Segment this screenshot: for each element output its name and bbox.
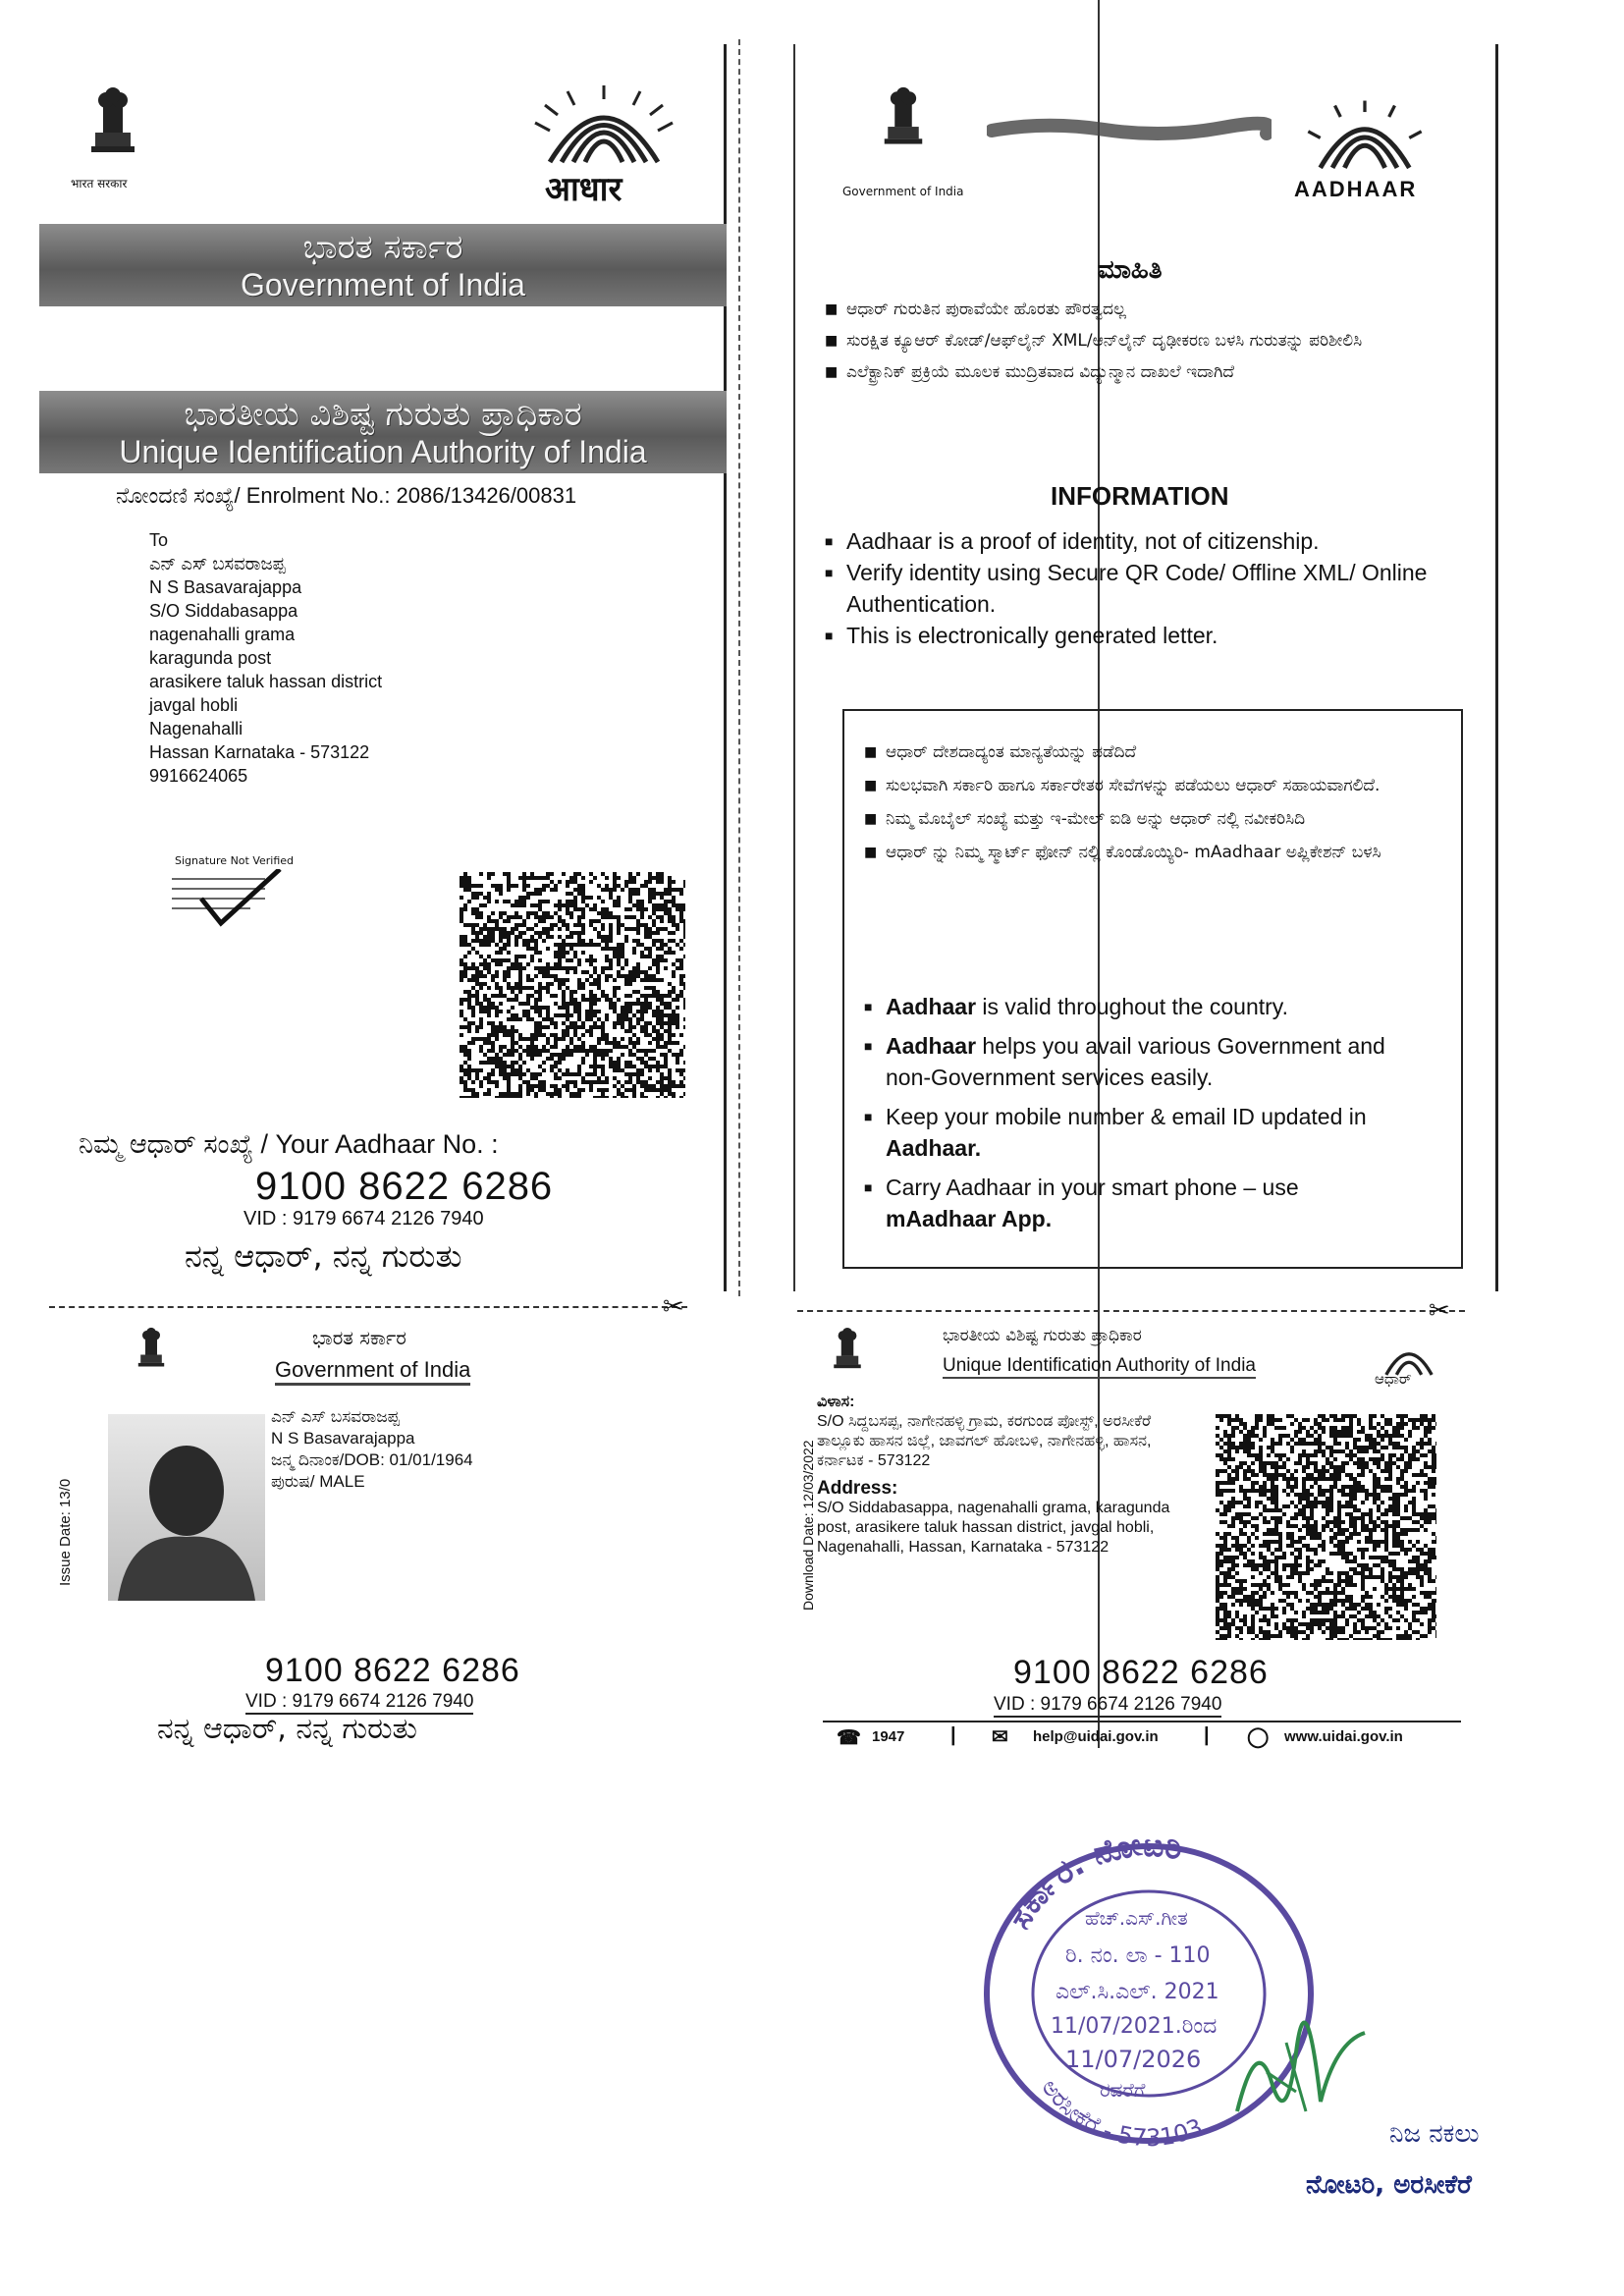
card-logo-text: ಆಧಾರ್ [1375, 1370, 1412, 1388]
info-item: ■ ಸುರಕ್ಷಿತ ಕ್ಯೂಆರ್ ಕೋಡ್/ಆಫ್‌ಲೈನ್ XML/ಆನ್‌ಲೈನ್ ದೃಢೀಕರಣ ಬಳಸಿ ಗುರುತನ್ನು ಪರಿಶೀಲಿಸಿ [825, 328, 1375, 354]
benefit-bold: Aadhaar. [886, 1135, 982, 1161]
address-english: S/O Siddabasappa, nagenahalli grama, karagunda post, arasikere taluk hassan district, javgal hobli, Nagenahalli, Hassan, Karnataka - 573122 [817, 1500, 1170, 1556]
photo [108, 1414, 265, 1601]
slogan: ನನ್ನ ಆಧಾರ್, ನನ್ನ ಗುರುತು [185, 1237, 462, 1275]
address-line: To [149, 530, 169, 550]
info-title-kannada: ಮಾಹಿತಿ [1098, 255, 1163, 285]
notary-signature [1227, 2013, 1375, 2131]
vid-number: VID : 9179 6674 2126 7940 [244, 1208, 484, 1230]
aadhaar-number: 9100 8622 6286 [255, 1165, 554, 1208]
download-date: Download Date: 12/03/2022 [800, 1440, 816, 1611]
address-line: karagunda post [149, 648, 272, 668]
signature-label: Signature Not Verified [175, 854, 295, 867]
stamp-line: ಎಲ್.ಸಿ.ಎಲ್. 2021 [1056, 1980, 1219, 2004]
national-emblem-icon [74, 79, 152, 172]
info-list-english [825, 525, 1483, 651]
aadhaar-fingerprint-icon [1296, 98, 1434, 177]
benefits-list-english [864, 991, 1414, 1234]
cut-line-right [797, 1310, 1465, 1312]
card-footer [823, 1721, 1461, 1752]
card-vid: VID : 9179 6674 2126 7940 [994, 1694, 1221, 1718]
address-line: ಎನ್ ಎಸ್ ಬಸವರಾಜಪ್ಪ [149, 554, 286, 574]
benefit-item: ■ ನಿಮ್ಮ ಮೊಬೈಲ್ ಸಂಖ್ಯೆ ಮತ್ತು ಇ-ಮೇಲ್ ಐಡಿ ಅನ್ನು ಆಧಾರ್ ನಲ್ಲಿ ನವೀಕರಿಸಿದಿ [864, 807, 1414, 831]
holder-name-kannada: ಎನ್ ಎಸ್ ಬಸವರಾಜಪ್ಪ [271, 1407, 400, 1426]
phone-icon: ☎ [837, 1727, 861, 1749]
aadhaar-fingerprint-icon [520, 83, 687, 177]
benefit-item: ■ ಸುಲಭವಾಗಿ ಸರ್ಕಾರಿ ಹಾಗೂ ಸರ್ಕಾರೇತರ ಸೇವೆಗಳನ್ನು ಪಡೆಯಲು ಆಧಾರ್ ಸಹಾಯವಾಗಲಿದೆ. [864, 774, 1414, 797]
card-vid: VID : 9179 6674 2126 7940 [245, 1691, 473, 1715]
benefit-item [864, 991, 1414, 1022]
national-emblem-icon [869, 79, 938, 162]
card-aadhaar-number: 9100 8622 6286 [1013, 1654, 1269, 1691]
info-item: ■ ಎಲೆಕ್ಟ್ರಾನಿಕ್ ಪ್ರಕ್ರಿಯೆ ಮೂಲಕ ಮುದ್ರಿತವಾದ ವಿದ್ಯುನ್ಮಾನ ದಾಖಲೆ ಇದಾಗಿದೆ [825, 359, 1375, 385]
benefit-bold: Aadhaar [886, 1033, 977, 1059]
stamp-line: ಹೆಚ್.ಎಸ್.ಗೀತ [1085, 1906, 1188, 1930]
holder-name: N S Basavarajappa [271, 1429, 415, 1448]
redaction-scribble [987, 116, 1272, 149]
benefit-text: Keep your mobile number & email ID updated in [886, 1104, 1367, 1129]
address-line: Hassan Karnataka - 573122 [149, 742, 370, 762]
stamp-line: ರಿ. ನಂ. ಲಾ - 110 [1065, 1943, 1211, 1968]
emblem-caption: भारत सरकार [71, 177, 128, 191]
government-banner [39, 224, 727, 306]
info-item: ■ Verify identity using Secure QR Code/ Offline XML/ Online Authentication. [825, 557, 1483, 620]
scissors-icon: ✂ [663, 1292, 684, 1322]
cut-line-left [49, 1306, 687, 1308]
benefit-item [864, 1172, 1414, 1234]
card-gov-english: Government of India [275, 1357, 470, 1386]
address-kannada: S/O ಸಿದ್ದಬಸಪ್ಪ, ನಾಗೇನಹಳ್ಳಿ ಗ್ರಾಮ, ಕರಗುಂಡ ಪೋಸ್ಟ್, ಅರಸೀಕೆರೆ ತಾಲ್ಲೂಕು ಹಾಸನ ಜಿಲ್ಲೆ, ಜಾವಗಲ್ ಹೋಬಳಿ, ನಾಗೇನಹಳ್ಳಿ, ಹಾಸನ, ಕರ್ನಾಟಕ - 573122 [817, 1413, 1152, 1469]
stamp-line: ರವರೆಗೆ [1100, 2078, 1146, 2102]
emblem-caption: Government of India [842, 185, 964, 198]
uidai-banner-kannada: ಭಾರತೀಯ ವಿಶಿಷ್ಟ ಗುರುತು ಪ್ರಾಧಿಕಾರ [184, 395, 582, 434]
attestation-line-1: ನಿಜ ನಕಲು [1389, 2119, 1480, 2149]
address-label-kannada: ವಿಳಾಸ: [817, 1394, 855, 1410]
qr-pattern [460, 872, 685, 1098]
benefit-bold: Aadhaar [886, 994, 977, 1019]
benefit-item [864, 1030, 1414, 1093]
benefit-item [864, 1101, 1414, 1164]
card-aadhaar-number: 9100 8622 6286 [265, 1652, 520, 1689]
address-line: javgal hobli [149, 695, 239, 715]
info-list-kannada [825, 297, 1375, 385]
info-item: ■ ಆಧಾರ್ ಗುರುತಿನ ಪುರಾವೆಯೇ ಹೊರತು ಪೌರತ್ವದಲ್ಲ [825, 297, 1375, 322]
website: www.uidai.gov.in [1284, 1728, 1403, 1745]
info-item: ■ Aadhaar is a proof of identity, not of citizenship. [825, 525, 1483, 557]
holder-gender: ಪುರುಷ/ MALE [271, 1472, 365, 1491]
uidai-banner [39, 391, 727, 473]
issue-date: Issue Date: 13/0 [57, 1478, 74, 1586]
benefit-text: is valid throughout the country. [976, 994, 1288, 1019]
national-emblem-icon [128, 1321, 175, 1380]
info-title-english: INFORMATION [1051, 481, 1229, 511]
phone-number: 1947 [872, 1728, 905, 1745]
card-address [817, 1393, 1200, 1558]
scissors-icon: ✂ [1429, 1296, 1450, 1326]
qr-code-card [1216, 1414, 1436, 1640]
stamp-ring-top: ಸರ್ಕಾರ. ನೋಟರಿ [1001, 1831, 1185, 1936]
footer-divider: | [1204, 1724, 1210, 1746]
attestation-line-2: ನೋಟರಿ, ಅರಸೀಕೆರೆ [1306, 2170, 1472, 2200]
national-emblem-icon [823, 1321, 872, 1382]
recipient-address [149, 528, 562, 788]
address-line: S/O Siddabasappa [149, 601, 298, 621]
stamp-line: 11/07/2026 [1065, 2046, 1202, 2073]
card-slogan: ನನ್ನ ಆಧಾರ್, ನನ್ನ ಗುರುತು [157, 1712, 417, 1746]
stamp-line: 11/07/2021.ರಿಂದ [1051, 2014, 1218, 2039]
government-banner-english: Government of India [241, 267, 525, 302]
address-line: arasikere taluk hassan district [149, 672, 383, 691]
card-uidai-english: Unique Identification Authority of India [943, 1355, 1256, 1379]
government-banner-kannada: ಭಾರತ ಸರ್ಕಾರ [302, 228, 463, 267]
qr-code-large [460, 872, 685, 1098]
card-uidai-kannada: ಭಾರತೀಯ ವಿಶಿಷ್ಟ ಗುರುತು ಪ್ರಾಧಿಕಾರ [943, 1326, 1142, 1345]
email-address: help@uidai.gov.in [1033, 1728, 1159, 1745]
benefit-text: Carry Aadhaar in your smart phone – use [886, 1175, 1299, 1200]
aadhaar-logo-text: आधार [545, 170, 623, 209]
address-line: 9916624065 [149, 766, 248, 786]
uidai-banner-english: Unique Identification Authority of India [119, 434, 647, 469]
fold-line-left [738, 39, 741, 1296]
stamp-ring-bottom: ಅರಸೀಕೆರೆ - 573103 [1036, 2073, 1208, 2153]
benefit-item: ■ ಆಧಾರ್ ದೇಶದಾದ್ಯಂತ ಮಾನ್ಯತೆಯನ್ನು ಪಡೆದಿದೆ [864, 740, 1414, 764]
address-line: nagenahalli grama [149, 625, 296, 644]
holder-details [271, 1406, 473, 1493]
benefit-text: helps you avail various Government and non-Government services easily. [886, 1033, 1385, 1090]
address-line: Nagenahalli [149, 719, 244, 738]
aadhaar-logo-text: AADHAAR [1294, 177, 1418, 201]
benefits-list-kannada [864, 740, 1414, 864]
info-item: ■ This is electronically generated letter. [825, 620, 1483, 651]
aadhaar-number-label: ನಿಮ್ಮ ಆಧಾರ್ ಸಂಖ್ಯೆ / Your Aadhaar No. : [79, 1129, 499, 1159]
benefit-bold: mAadhaar App. [886, 1206, 1053, 1231]
globe-icon: ◯ [1247, 1726, 1270, 1748]
qr-pattern [1216, 1414, 1436, 1640]
enrolment-number: ನೋಂದಣಿ ಸಂಖ್ಯೆ/ Enrolment No.: 2086/13426/00831 [116, 483, 577, 508]
email-icon: ✉ [992, 1726, 1008, 1748]
benefits-box [842, 709, 1463, 1269]
benefit-item: ■ ಆಧಾರ್ ನ್ನು ನಿಮ್ಮ ಸ್ಮಾರ್ಟ್ ಫೋನ್ ನಲ್ಲಿ ಕೊಂಡೊಯ್ಯಿರಿ- mAadhaar ಅಪ್ಲಿಕೇಶನ್ ಬಳಸಿ [864, 841, 1414, 864]
holder-dob: ಜನ್ಮ ದಿನಾಂಕ/DOB: 01/01/1964 [271, 1450, 473, 1469]
signature-check-icon [172, 869, 290, 928]
card-gov-kannada: ಭಾರತ ಸರ್ಕಾರ [312, 1326, 406, 1349]
address-line: N S Basavarajappa [149, 577, 302, 597]
footer-divider: | [950, 1724, 956, 1746]
address-label-english: Address: [817, 1478, 898, 1499]
